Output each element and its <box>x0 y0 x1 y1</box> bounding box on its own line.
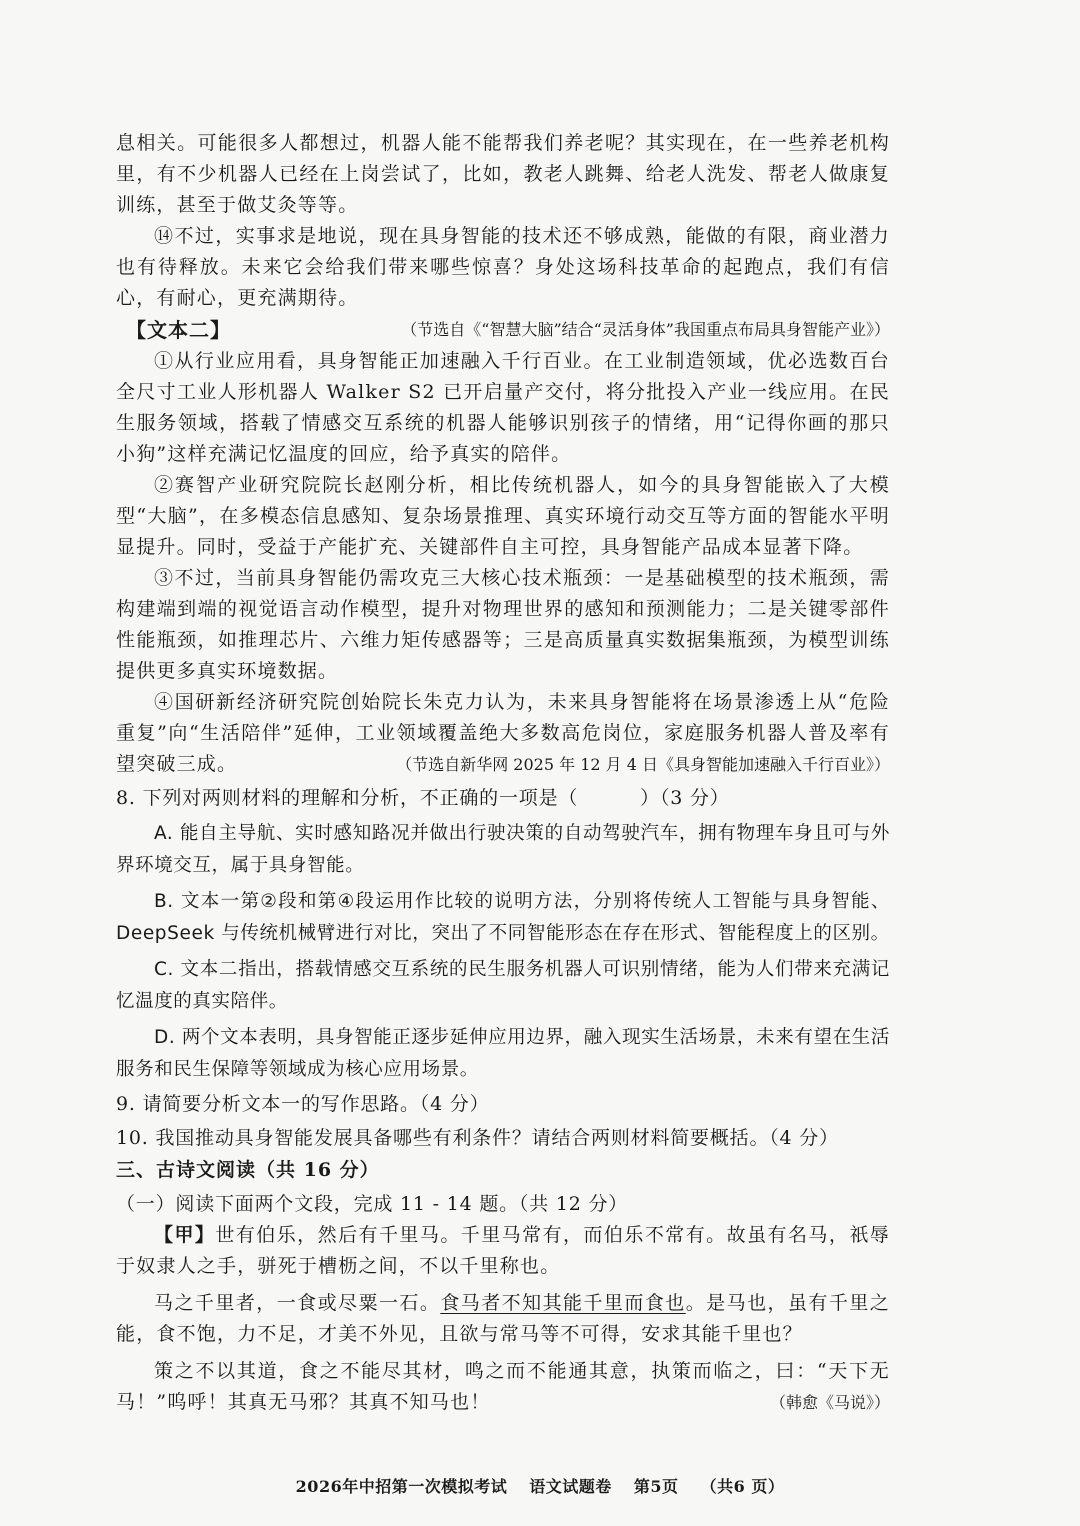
question-8-option-a: A. 能自主导航、实时感知路况并做出行驶决策的自动驾驶汽车，拥有物理车身且可与外界环境交互，属于具身智能。 <box>116 823 890 876</box>
page-footer <box>0 1474 1080 1497</box>
passage-jia-paragraph-2-b: 。是马也，虽有千里之能，食不饱，力不足，才美不外见，且欲与常马等不可得，安求其能千里也？ <box>116 1292 890 1345</box>
passage-jia-paragraph-2-a: 马之千里者，一食或尽粟一石。 <box>154 1292 441 1314</box>
part-3-subheading: （一）阅读下面两个文段，完成 11 - 14 题。（共 12 分） <box>116 1193 629 1215</box>
footer-subject: 语文试题卷 <box>529 1477 612 1496</box>
passage-jia-paragraph-2 <box>116 1288 890 1350</box>
question-10: 10. 我国推动具身智能发展具备哪些有利条件？请结合两则材料简要概括。（4 分） <box>116 1127 839 1149</box>
text1-source: （节选自《“智慧大脑”结合“灵活身体”我国重点布局具身智能产业》） <box>401 320 890 339</box>
question-8-option-b: B. 文本一第②段和第④段运用作比较的说明方法，分别将传统人工智能与具身智能、DeepSeek 与传统机械臂进行对比，突出了不同智能形态在存在形式、智能程度上的区别。 <box>116 891 890 944</box>
passage-jia-source: （韩愈《马说》） <box>769 1393 890 1412</box>
text2-paragraph-4 <box>116 687 890 780</box>
passage-jia-paragraph-3 <box>116 1356 890 1418</box>
passage-jia-paragraph-1 <box>116 1220 890 1282</box>
question-8-stem-b: ）（3 分） <box>640 787 730 809</box>
underlined-sentence: 食马者不知其能千里而食也 <box>440 1292 686 1314</box>
passage-jia-paragraph-3-body: 策之不以其道，食之不能尽其材，鸣之而不能通其意，执策而临之，曰：“天下无马！”呜呼！其真无马邪？其真不知马也！ <box>116 1360 890 1413</box>
text2-paragraph-3: ③不过，当前具身智能仍需攻克三大核心技术瓶颈：一是基础模型的技术瓶颈，需构建端到端的视觉语言动作模型，提升对物理世界的感知和预测能力；二是关键零部件性能瓶颈，如推理芯片、六维力矩传感器等；三是高质量真实数据集瓶颈，为模型训练提供更多真实环境数据。 <box>116 567 890 682</box>
part-3-heading: 三、古诗文阅读（共 16 分） <box>116 1159 380 1181</box>
text2-source: （节选自新华网 2025 年 12 月 4 日《具身智能加速融入千行百业》） <box>396 755 890 774</box>
text1-paragraph-13-tail: 息相关。可能很多人都想过，机器人能不能帮我们养老呢？其实现在，在一些养老机构里，有不少机器人已经在上岗尝试了，比如，教老人跳舞、给老人洗发、帮老人做康复训练，甚至于做艾灸等等。 <box>116 132 890 216</box>
question-8-option-c: C. 文本二指出，搭载情感交互系统的民生服务机器人可识别情绪，能为人们带来充满记忆温度的真实陪伴。 <box>116 959 890 1012</box>
text2-paragraph-4-body: ④国研新经济研究院创始院长朱克力认为，未来具身智能将在场景渗透上从“危险重复”向“生活陪伴”延伸，工业领域覆盖绝大多数高危岗位，家庭服务机器人普及率有望突破三成。 <box>116 691 890 775</box>
passage-jia-label: 【甲】 <box>154 1224 216 1246</box>
footer-page-number: 第5页 <box>633 1477 679 1496</box>
footer-total-pages: （共6 页） <box>700 1477 785 1496</box>
question-8-option-d: D. 两个文本表明，具身智能正逐步延伸应用边界，融入现实生活场景，未来有望在生活服务和民生保障等领域成为核心应用场景。 <box>116 1027 890 1080</box>
text2-paragraph-2: ②赛智产业研究院院长赵刚分析，相比传统机器人，如今的具身智能嵌入了大模型“大脑”，在多模态信息感知、复杂场景推理、真实环境行动交互等方面的智能水平明显提升。同时，受益于产能扩充、关键部件自主可控，具身智能产品成本显著下降。 <box>116 474 890 558</box>
question-8-stem <box>116 782 890 814</box>
text2-heading: 【文本二】 <box>126 318 231 342</box>
text2-paragraph-1: ①从行业应用看，具身智能正加速融入千行百业。在工业制造领域，优必选数百台全尺寸工业人形机器人 Walker S2 已开启量产交付，将分批投入产业一线应用。在民生服务领域，搭载了情感交互系统的机器人能够识别孩子的情绪，用“记得你画的那只小狗”这样充满记忆温度的回应，给予真实的陪伴。 <box>116 350 890 465</box>
question-9: 9. 请简要分析文本一的写作思路。（4 分） <box>116 1093 490 1115</box>
text1-paragraph-14-body: ⑭不过，实事求是地说，现在具身智能的技术还不够成熟，能做的有限，商业潜力也有待释放。未来它会给我们带来哪些惊喜？身处这场科技革命的起跑点，我们有信心，有耐心，更充满期待。 <box>116 225 890 309</box>
footer-exam-name: 2026年中招第一次模拟考试 <box>295 1477 508 1496</box>
question-8-stem-a: 8. 下列对两则材料的理解和分析，不正确的一项是（ <box>116 787 579 809</box>
passage-jia-paragraph-1-body: 世有伯乐，然后有千里马。千里马常有，而伯乐不常有。故虽有名马，祇辱于奴隶人之手，骈死于槽枥之间，不以千里称也。 <box>116 1224 890 1277</box>
